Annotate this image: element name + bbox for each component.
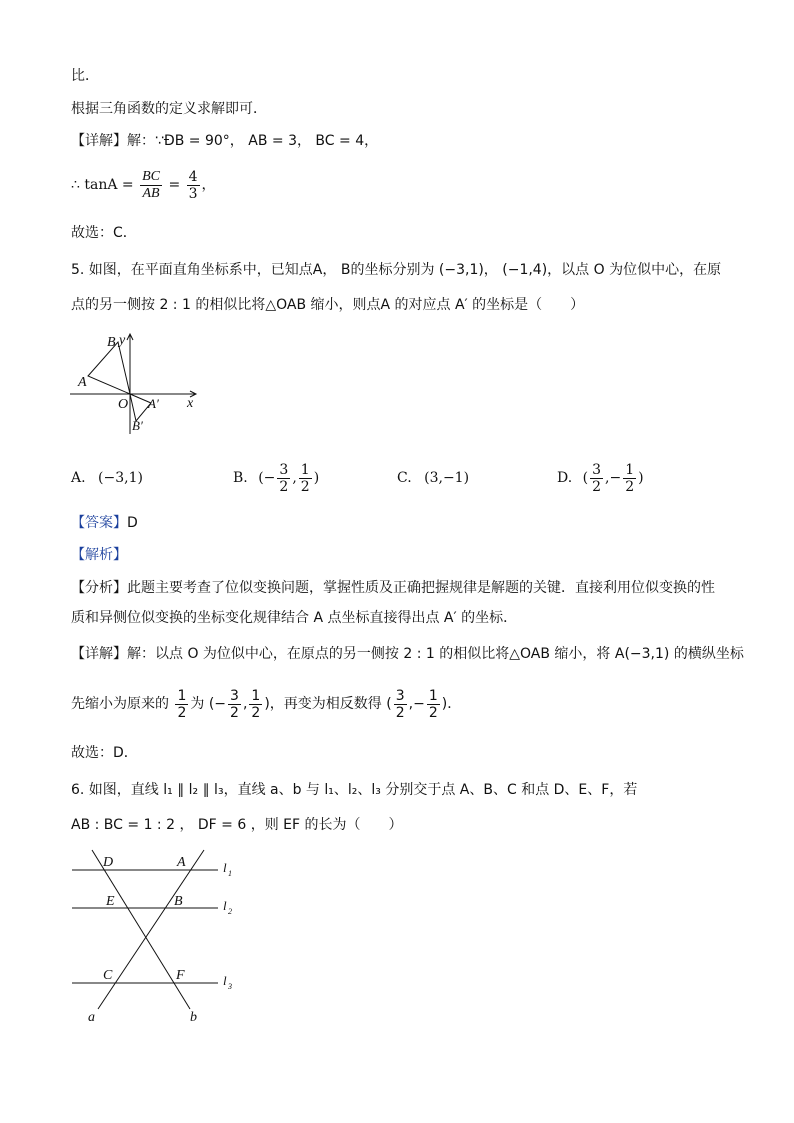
- fenxi-text: 此题主要考查了位似变换问题，掌握性质及正确把握规律是解题的关键．直接利用位似变换的性: [127, 580, 715, 596]
- label-l3: l: [223, 973, 227, 988]
- detail-text: 解：以点 O 为位似中心，在原点的另一侧按 2 : 1 的相似比将△OAB 缩小，将 A(−3,1) 的横纵坐标: [127, 646, 744, 662]
- fraction: $\frac{1}{2}$: [428, 687, 438, 721]
- fraction: $\frac{BC}{AB}$: [142, 168, 160, 201]
- fraction: $\frac{3}{2}$: [230, 687, 239, 721]
- line-a: [98, 850, 204, 1009]
- fenxi-tag: 【分析】: [71, 580, 127, 596]
- label-f: F: [176, 968, 185, 983]
- fraction: $\frac{3}{2}$: [279, 461, 289, 495]
- label-e: E: [106, 894, 115, 909]
- label-a: A: [177, 855, 186, 870]
- label-l3-sub: 3: [228, 982, 232, 991]
- option-value: (−: [258, 470, 276, 486]
- fenxi-line: 质和异侧位似变换的坐标变化规律结合 A 点坐标直接得出点 A′ 的坐标．: [71, 610, 518, 626]
- option-label: B.: [233, 470, 248, 486]
- option-d[interactable]: D. ( $\frac{3}{2}$ ,− $\frac{1}{2}$ ): [557, 461, 644, 495]
- q6-stem: 6. 如图，直线 l₁ ∥ l₂ ∥ l₃，直线 a、b 与 l₁、l₂、l₃ 分别交于点 A、B、C 和点 D、E、F，若: [71, 782, 638, 798]
- option-label: D.: [557, 470, 573, 486]
- text-line: 根据三角函数的定义求解即可．: [71, 101, 267, 117]
- q6-stem: AB : BC = 1 : 2 ， DF = 6 ，则 EF 的长为（ ）: [71, 817, 403, 833]
- label-l2: l: [223, 898, 227, 913]
- detail-text: ，再变为相反数得: [269, 696, 382, 712]
- tan-formula: [71, 168, 216, 202]
- detail-text: 为: [190, 696, 205, 712]
- detail-tag: 【详解】: [71, 646, 127, 662]
- tan-prefix: ∴ tanA =: [71, 177, 134, 193]
- option-value: (3,−1): [424, 470, 470, 486]
- text-line: 比．: [71, 68, 99, 84]
- choose-line: 故选：D．: [71, 745, 138, 761]
- label-b: B: [107, 335, 116, 350]
- fraction: $\frac{3}{2}$: [592, 461, 602, 495]
- label-line-b: b: [190, 1010, 197, 1025]
- option-value: (: [582, 470, 589, 486]
- analysis-tag: 【解析】: [71, 547, 127, 563]
- label-x: x: [187, 396, 194, 411]
- label-b: B: [174, 894, 183, 909]
- fraction: $\frac{1}{2}$: [177, 687, 187, 721]
- comma: ，: [201, 177, 216, 193]
- detail-line: [71, 131, 378, 151]
- choose-line: 故选：C．: [71, 225, 137, 241]
- option-b[interactable]: B. (− $\frac{3}{2}$ , $\frac{1}{2}$ ): [233, 461, 320, 495]
- q5-stem: 点的另一侧按 2 : 1 的相似比将△OAB 缩小，则点A 的对应点 A′ 的坐标是（ ）: [71, 297, 585, 313]
- line-b: [92, 850, 190, 1009]
- label-l2-sub: 2: [228, 907, 232, 916]
- detail-line: 先缩小为原来的 $\frac{1}{2}$ 为 (− $\frac{3}{2}$ , $\frac{1}{2}$ )，再变为相反数得 ( $\frac{3}{2}$ ,− $\frac{1}{2}$ )．: [71, 687, 462, 721]
- option-a[interactable]: [71, 458, 143, 498]
- label-c: C: [103, 968, 113, 983]
- label-o: O: [118, 397, 129, 412]
- fraction: $\frac{1}{2}$: [300, 461, 310, 495]
- label-d: D: [103, 855, 114, 870]
- label-a-prime: A′: [148, 396, 159, 411]
- detail-tag: 【详解】: [71, 133, 127, 149]
- q5-stem: 5. 如图，在平面直角坐标系中，已知点A， B的坐标分别为 (−3,1)， (−1,4)，以点 O 为位似中心，在原: [71, 262, 722, 278]
- answer-line: [71, 513, 138, 533]
- label-l1-sub: 1: [228, 869, 232, 878]
- option-c[interactable]: [397, 458, 469, 498]
- fraction: $\frac{4}{3}$: [188, 168, 198, 202]
- label-a: A: [78, 375, 87, 390]
- detail-text: 先缩小为原来的: [71, 696, 169, 712]
- label-b-prime: B′: [132, 418, 143, 433]
- detail-text: 解：∵ÐB = 90°， AB = 3， BC = 4，: [127, 133, 379, 149]
- q6-figure: [66, 844, 246, 1026]
- option-label: C.: [397, 470, 412, 486]
- answer-tag: 【答案】: [71, 515, 127, 531]
- option-label: A.: [71, 470, 86, 486]
- fraction: $\frac{1}{2}$: [251, 687, 261, 721]
- fenxi-line: [71, 578, 715, 598]
- detail-text: ．: [447, 696, 462, 712]
- label-y: y: [119, 333, 126, 348]
- equals: =: [168, 177, 181, 193]
- fraction: $\frac{1}{2}$: [625, 461, 635, 495]
- answer-value: D: [127, 515, 138, 531]
- label-l1: l: [223, 860, 227, 875]
- label-line-a: a: [88, 1010, 95, 1025]
- detail-line: [71, 644, 744, 664]
- option-value: (−3,1): [98, 470, 143, 486]
- q5-figure: [66, 326, 206, 440]
- fraction: $\frac{3}{2}$: [395, 687, 405, 721]
